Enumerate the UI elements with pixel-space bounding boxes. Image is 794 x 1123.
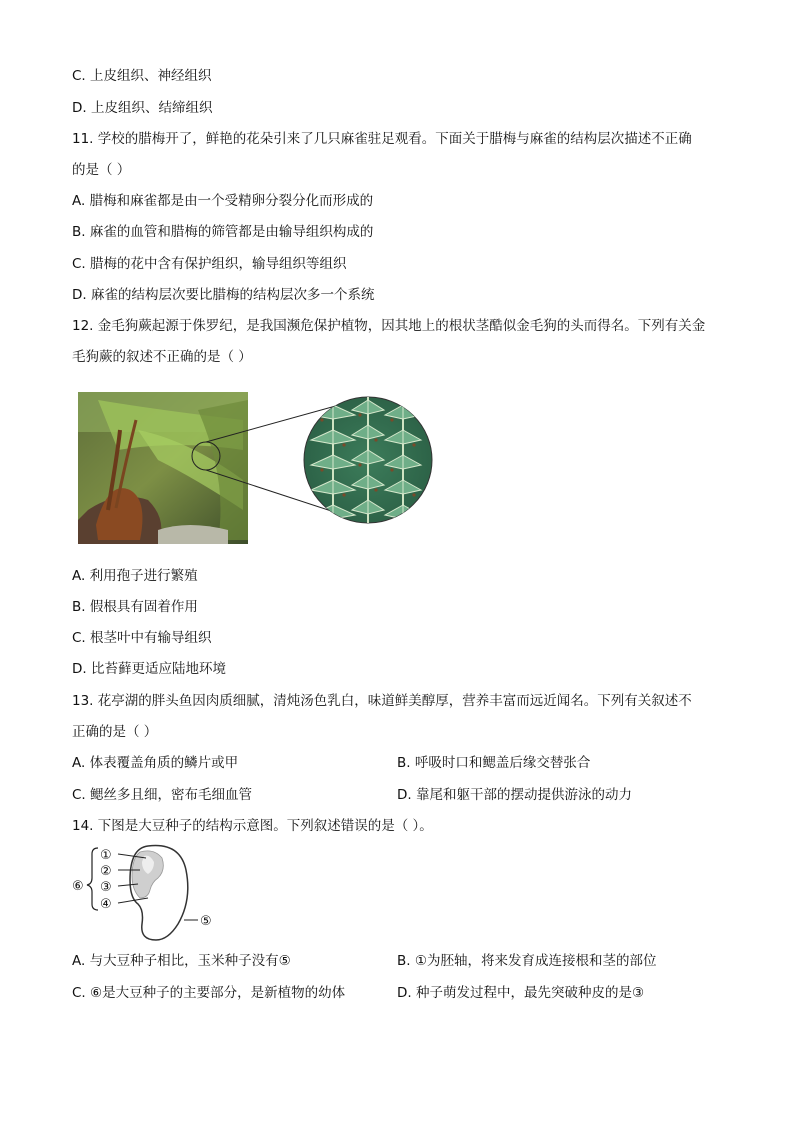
q13-option-c: C. 鳃丝多且细，密布毛细血管: [72, 787, 253, 803]
q11-stem-line2: 的是（ ）: [72, 162, 131, 178]
q12-option-c: C. 根茎叶中有输导组织: [72, 630, 212, 646]
q14-option-c: C. ⑥是大豆种子的主要部分，是新植物的幼体: [72, 985, 346, 1001]
q13-option-b: B. 呼吸时口和鳃盖后缘交替张合: [397, 755, 591, 771]
fern-photo: [78, 392, 248, 544]
label-3: ③: [100, 880, 112, 895]
label-2: ②: [100, 864, 112, 879]
label-5: ⑤: [200, 914, 212, 929]
q12-stem-line1: 12. 金毛狗蕨起源于侏罗纪，是我国濒危保护植物，因其地上的根状茎酷似金毛狗的头而得名。下列有关金: [72, 318, 706, 334]
q14-option-b: B. ①为胚轴，将来发育成连接根和茎的部位: [397, 953, 657, 969]
q14-stem: 14. 下图是大豆种子的结构示意图。下列叙述错误的是（ ）。: [72, 818, 433, 834]
q12-option-b: B. 假根具有固着作用: [72, 599, 198, 615]
q13-stem-line2: 正确的是（ ）: [72, 724, 158, 740]
q10-option-d: D. 上皮组织、结缔组织: [72, 100, 213, 116]
q11-option-b: B. 麻雀的血管和腊梅的筛管都是由输导组织构成的: [72, 224, 374, 240]
q12-stem-line2: 毛狗蕨的叙述不正确的是（ ）: [72, 349, 252, 365]
q11-stem-line1: 11. 学校的腊梅开了，鲜艳的花朵引来了几只麻雀驻足观看。下面关于腊梅与麻雀的结构层次描述不正确: [72, 131, 692, 147]
q13-option-d: D. 靠尾和躯干部的摆动提供游泳的动力: [397, 787, 632, 803]
bracket: [87, 848, 98, 910]
q12-option-d: D. 比苔藓更适应陆地环境: [72, 661, 226, 677]
q11-option-c: C. 腊梅的花中含有保护组织，输导组织等组织: [72, 256, 347, 272]
q14-option-d: D. 种子萌发过程中，最先突破种皮的是③: [397, 985, 645, 1001]
soybean-seed-diagram: [70, 840, 230, 944]
q11-option-d: D. 麻雀的结构层次要比腊梅的结构层次多一个系统: [72, 287, 375, 303]
q11-option-a: A. 腊梅和麻雀都是由一个受精卵分裂分化而形成的: [72, 193, 374, 209]
label-4: ④: [100, 897, 112, 912]
q12-option-a: A. 利用孢子进行繁殖: [72, 568, 198, 584]
q13-stem-line1: 13. 花亭湖的胖头鱼因肉质细腻，清炖汤色乳白，味道鲜美醇厚，营养丰富而远近闻名。下列有关叙述不: [72, 693, 692, 709]
q10-option-c: C. 上皮组织、神经组织: [72, 68, 212, 84]
q13-option-a: A. 体表覆盖角质的鳞片或甲: [72, 755, 239, 771]
label-1: ①: [100, 848, 112, 863]
label-6: ⑥: [72, 879, 84, 894]
fern-leaf-zoom: [304, 395, 432, 525]
fern-figure: [78, 390, 438, 550]
q14-option-a: A. 与大豆种子相比，玉米种子没有⑤: [72, 953, 291, 969]
